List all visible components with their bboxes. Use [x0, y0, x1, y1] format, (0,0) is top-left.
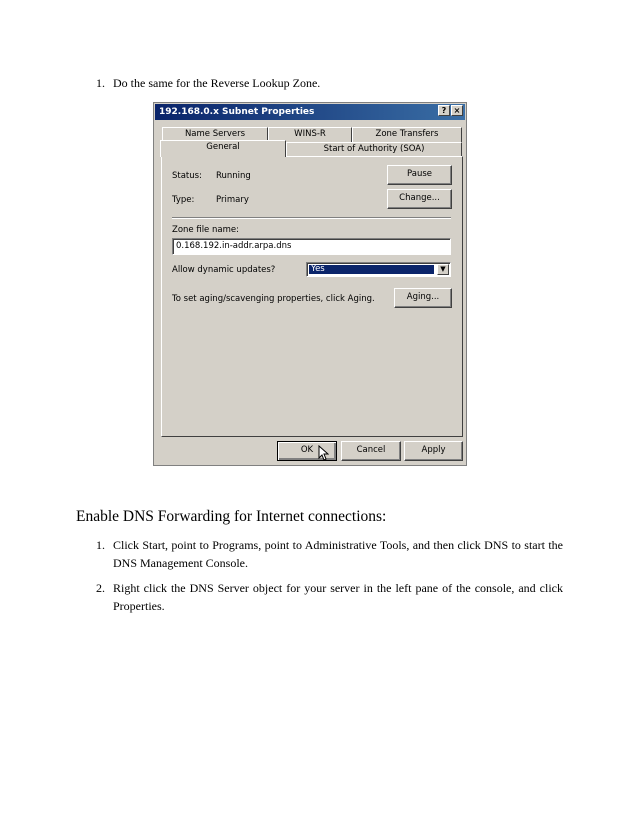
dialog-title-bar	[155, 104, 465, 120]
dynamic-updates-label: Allow dynamic updates?	[172, 265, 276, 275]
list-item: Click Start, point to Programs, point to Administrative Tools, and then click DNS to start the DNS Management Console.	[113, 538, 563, 570]
tab-name-servers[interactable]: Name Servers	[162, 127, 268, 142]
close-button[interactable]: ×	[451, 105, 463, 116]
apply-button[interactable]: Apply	[404, 441, 463, 461]
pause-button[interactable]: Pause	[387, 165, 452, 185]
subnet-properties-dialog	[153, 102, 467, 466]
ok-button[interactable]	[277, 441, 337, 461]
tab-wins-r[interactable]: WINS-R	[268, 127, 352, 142]
status-label: Status:	[172, 171, 202, 181]
aging-text: To set aging/scavenging properties, click Aging.	[172, 294, 375, 304]
separator	[172, 217, 451, 219]
tab-zone-transfers[interactable]: Zone Transfers	[352, 127, 462, 142]
section-heading: Enable DNS Forwarding for Internet connections:	[76, 508, 387, 525]
change-button[interactable]: Change...	[387, 189, 452, 209]
chevron-down-icon[interactable]: ▼	[437, 264, 449, 275]
help-button[interactable]: ?	[438, 105, 450, 116]
dynamic-updates-select[interactable]	[306, 262, 451, 277]
aging-button[interactable]: Aging...	[394, 288, 452, 308]
type-value: Primary	[216, 195, 249, 205]
ok-label: OK	[300, 445, 314, 455]
tab-start-of-authority[interactable]: Start of Authority (SOA)	[286, 142, 462, 157]
general-tab-panel	[161, 156, 463, 437]
zone-file-input[interactable]: 0.168.192.in-addr.arpa.dns	[172, 238, 451, 255]
list-number: 1.	[96, 538, 105, 552]
tab-general[interactable]: General	[160, 140, 286, 157]
status-value: Running	[216, 171, 251, 181]
mouse-cursor-icon	[318, 445, 329, 461]
zone-file-label: Zone file name:	[172, 225, 239, 235]
step-number: 1.	[96, 76, 105, 90]
list-item: Right click the DNS Server object for your server in the left pane of the console, and click Properties.	[113, 581, 563, 613]
cancel-button[interactable]: Cancel	[341, 441, 401, 461]
dialog-title: 192.168.0.x Subnet Properties	[159, 107, 315, 117]
dynamic-updates-value: Yes	[309, 265, 434, 274]
list-number: 2.	[96, 581, 105, 595]
step-text: Do the same for the Reverse Lookup Zone.	[113, 76, 321, 90]
type-label: Type:	[172, 195, 195, 205]
